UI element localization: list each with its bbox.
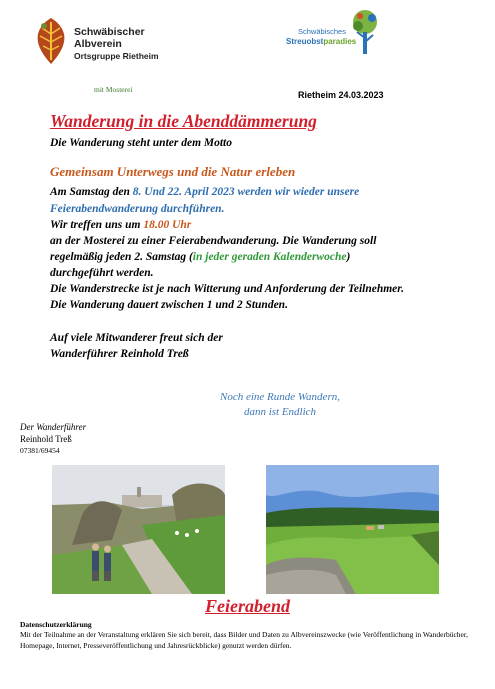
closing-heading: Feierabend <box>205 596 290 616</box>
privacy-heading: Datenschutzerklärung <box>20 620 92 629</box>
body-line-duration: Die Wanderung dauert zwischen 1 und 2 Stunden. <box>50 299 288 311</box>
tree-icon <box>348 8 382 58</box>
page-title: Wanderung in die Abenddämmerung <box>50 111 317 131</box>
guide-name: Reinhold Treß <box>20 434 72 444</box>
motto-intro: Die Wanderung steht unter dem Motto <box>50 137 233 149</box>
body-line-schedule: regelmäßig jeden 2. Samstag (in jeder geraden Kalenderwoche) <box>50 251 351 263</box>
slogan: Noch eine Runde Wandern, dann ist Endlich <box>220 391 340 418</box>
body-line-time: Wir treffen uns um 18.00 Uhr <box>50 219 192 231</box>
streuobstparadies-logo <box>282 8 382 58</box>
motto: Gemeinsam Unterwegs und die Natur erleben <box>50 164 296 179</box>
body-line-invite: Auf viele Mitwanderer freut sich der <box>50 332 223 344</box>
org-subtitle: mit Mosterei <box>94 85 133 94</box>
guide-label: Der Wanderführer <box>20 422 87 432</box>
hikers-photo <box>52 465 225 594</box>
body-line-location: an der Mosterei zu einer Feierabendwanderung. Die Wanderung soll <box>50 235 377 247</box>
body-line-date: Am Samstag den 8. Und 22. April 2023 werden wir wieder unsere <box>50 186 360 198</box>
org-name-line1: Schwäbischer <box>74 26 145 38</box>
privacy-text: Mit der Teilnahme an der Veranstaltung erklären Sie sich bereit, dass Bilder und Daten zu Albvereinszwecke (wie Veröffentlichung in Wanderbücher, Homepage, Internet, Presseveröffentlichung und Jahresrückblicke) genutzt werden dürfen. <box>20 630 468 650</box>
landscape-photo <box>266 465 439 594</box>
partner-name-line2: Streuobstparadies <box>286 37 357 46</box>
albverein-leaf-icon <box>34 16 68 66</box>
body-line-conclude: durchgeführt werden. <box>50 267 154 279</box>
org-name-line2: Albverein <box>74 38 122 50</box>
org-group: Ortsgruppe Rietheim <box>74 51 159 61</box>
body-line-event: Feierabendwanderung durchführen. <box>50 203 225 215</box>
guide-phone: 07381/69454 <box>20 446 60 455</box>
body-line-guide: Wanderführer Reinhold Treß <box>50 348 189 360</box>
albverein-logo <box>30 16 159 98</box>
document-date: Rietheim 24.03.2023 <box>298 90 384 100</box>
body-line-route: Die Wanderstrecke ist je nach Witterung und Anforderung der Teilnehmer. <box>50 283 404 295</box>
partner-name-line1: Schwäbisches <box>298 27 346 36</box>
